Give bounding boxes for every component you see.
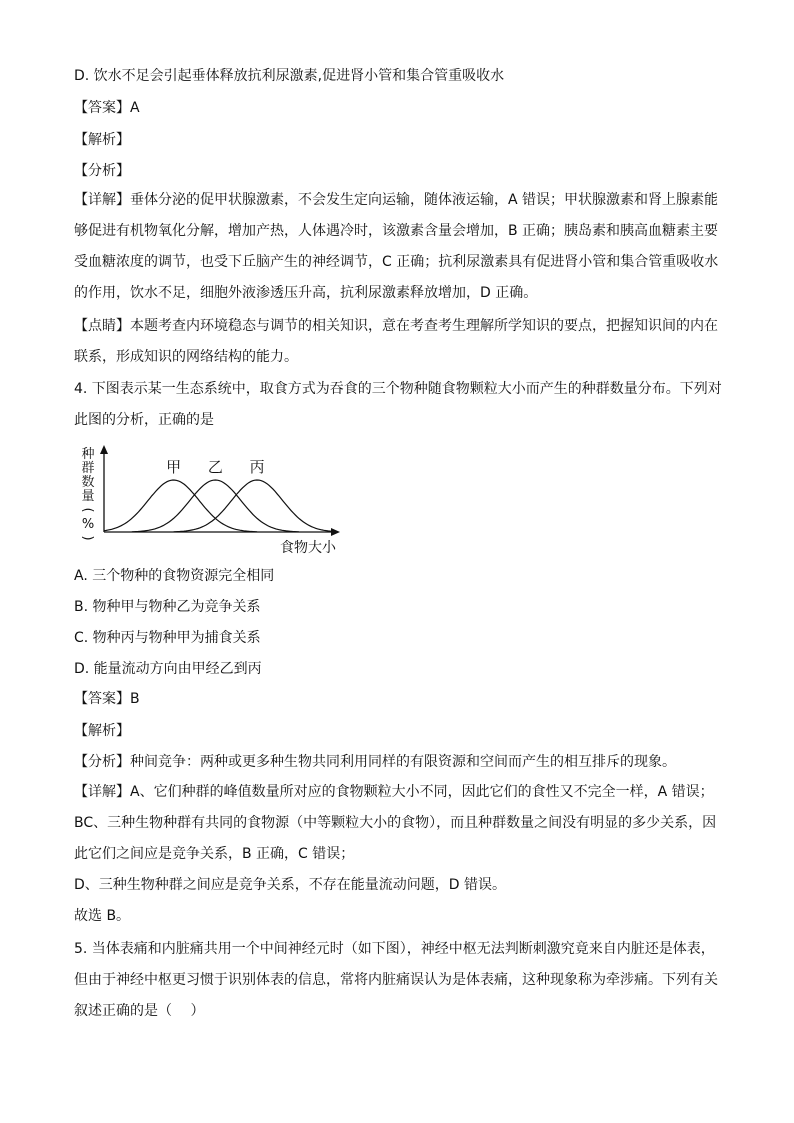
y-axis-label-char: 群 [81,461,95,476]
q3-detail [74,185,724,309]
q3-detail-line: 【详解】垂体分泌的促甲状腺激素，不会发生定向运输，随体液运输，A 错误；甲状腺激素和肾上腺素能 [74,192,719,208]
q4-detail-line: 此它们之间应是竞争关系，B 正确，C 错误； [74,846,355,862]
q5-stem-line: 5. 当体表痛和内脏痛共用一个中间神经元时（如下图），神经中枢无法判断刺激究竟来自内脏还是体表， [74,941,715,957]
q4-option-a: A. 三个物种的食物资源完全相同 [74,568,275,584]
q4-options [74,561,724,685]
q3-detail-line: 够促进有机物氧化分解，增加产热，人体遇冷时，该激素含量会增加，B 正确；胰岛素和胰高血糖素主要 [74,223,719,239]
y-axis-label-char: ) [80,535,95,541]
q5-stem [74,934,724,1027]
y-axis-label [80,447,95,541]
q3-option-d: D. 饮水不足会引起垂体释放抗利尿激素,促进肾小管和集合管重吸收水 [74,68,505,84]
q3-comment-line: 【点睛】本题考查内环境稳态与调节的相关知识，意在考查考生理解所学知识的要点，把握知识间的内在 [74,318,718,334]
series-label-yi: 乙 [207,458,223,476]
y-axis-label-char: % [81,517,95,532]
series-label-bing: 丙 [249,458,265,476]
q4-fenxi: 【分析】种间竞争：两种或更多种生物共同利用同样的有限资源和空间而产生的相互排斥的现象。 [74,754,676,770]
y-axis-label-char: ( [80,507,95,513]
q5-stem-line: 但由于神经中枢更习惯于识别体表的信息，常将内脏痛误认为是体表痛，这种现象称为牵涉痛。下列有关 [74,972,718,988]
q3-fenxi-heading: 【分析】 [74,163,130,179]
q4-stem-line: 4. 下图表示某一生态系统中，取食方式为吞食的三个物种随食物颗粒大小而产生的种群数量分布。下列对 [74,381,722,397]
q3-detail-line: 的作用，饮水不足，细胞外液渗透压升高，抗利尿激素释放增加，D 正确。 [74,285,538,301]
q4-analysis-heading: 【解析】 [74,723,130,739]
q4-detail-line: 故选 B。 [74,908,131,924]
q3-analysis-heading: 【解析】 [74,132,130,148]
q4-stem [74,374,724,436]
q4-option-c: C. 物种丙与物种甲为捕食关系 [74,630,261,646]
y-axis-arrow-icon [100,445,108,454]
q3-comment [74,311,724,373]
curve-yi [132,480,299,532]
q4-detail-line: BC、三种生物种群有共同的食物源（中等颗粒大小的食物），而且种群数量之间没有明显的多少关系，因 [74,815,717,831]
y-axis-label-char: 量 [81,489,95,504]
q4-detail-line: 【详解】A、它们种群的峰值数量所对应的食物颗粒大小不同，因此它们的食性又不完全一样，A 错误； [74,784,714,800]
q3-comment-line: 联系，形成知识的网络结构的能力。 [74,349,298,365]
q4-detail [74,777,724,932]
q3-detail-line: 受血糖浓度的调节，也受下丘脑产生的神经调节，C 正确；抗利尿激素具有促进肾小管和集合管重吸收水 [74,254,719,270]
curve-jia [104,480,257,532]
q4-stem-line: 此图的分析，正确的是 [74,412,214,428]
q4-option-b: B. 物种甲与物种乙为竞争关系 [74,599,261,615]
q5-stem-line: 叙述正确的是（ ） [74,1003,205,1019]
population-chart [74,440,354,560]
series-label-jia: 甲 [166,458,182,476]
q4-answer: 【答案】B [74,691,140,707]
y-axis-label-char: 数 [81,475,95,490]
q3-answer: 【答案】A [74,100,140,116]
x-axis-label: 食物大小 [280,540,336,556]
q4-detail-line: D、三种生物种群之间应是竞争关系，不存在能量流动问题，D 错误。 [74,877,507,893]
q4-option-d: D. 能量流动方向由甲经乙到丙 [74,661,262,677]
y-axis-label-char: 种 [81,447,95,462]
curve-bing [174,480,336,532]
